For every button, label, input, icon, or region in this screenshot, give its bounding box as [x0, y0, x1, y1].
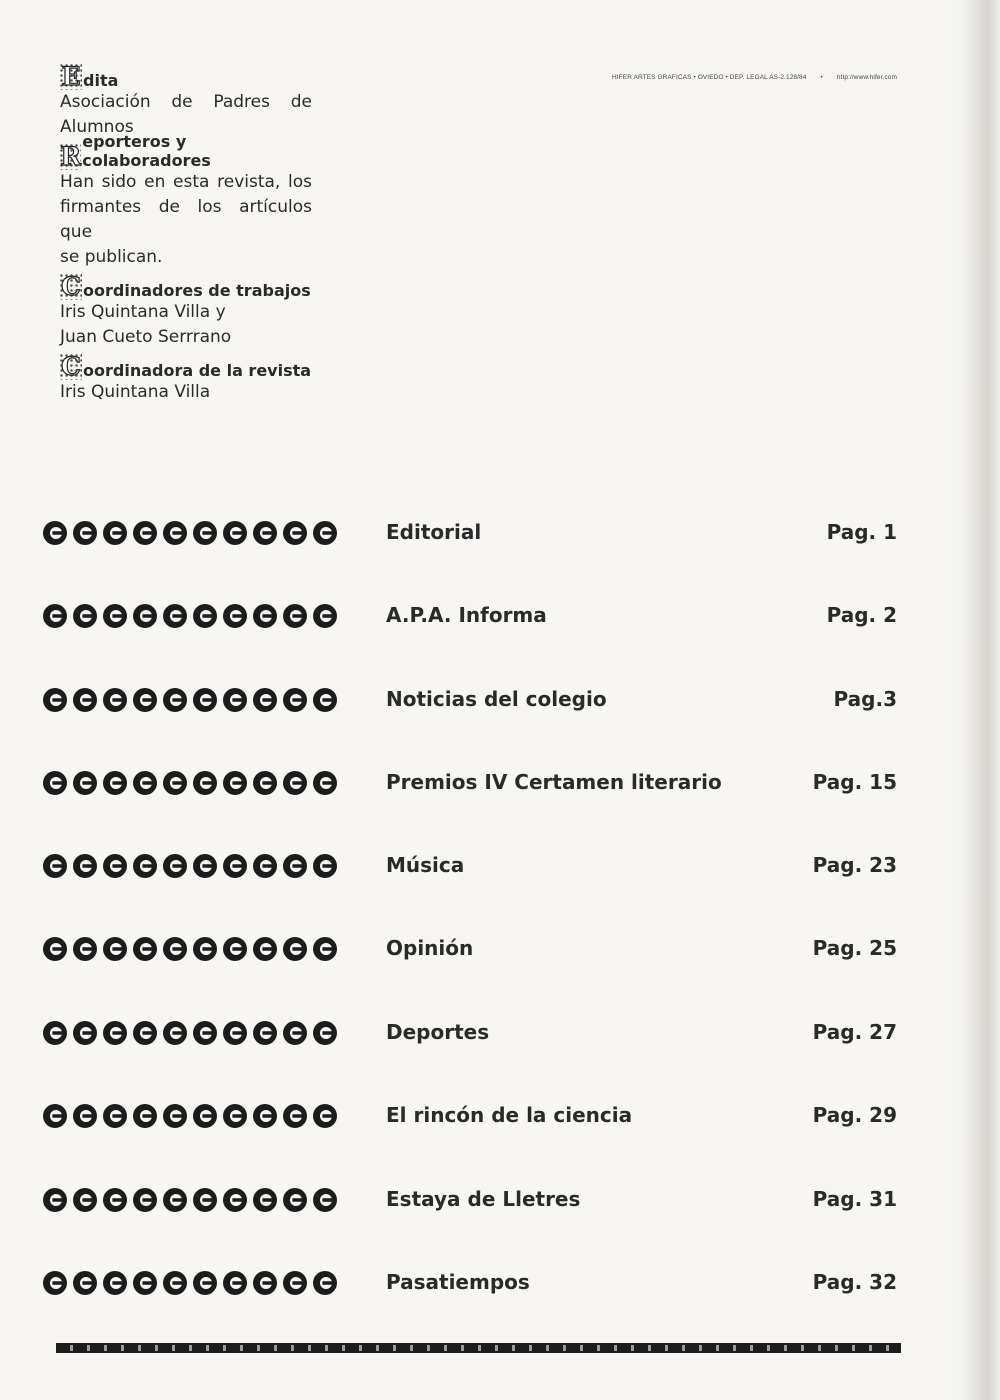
bullet-circle-icon: [73, 1271, 97, 1295]
bullet-row: [43, 688, 337, 712]
bullet-circle-icon: [193, 854, 217, 878]
bullet-circle-icon: [73, 521, 97, 545]
dropcap-c: C: [61, 272, 81, 301]
bullet-circle-icon: [163, 937, 187, 961]
bullet-circle-icon: [163, 771, 187, 795]
toc-title: Estaya de Lletres: [386, 1187, 581, 1211]
credit-heading-text: dita: [83, 71, 119, 90]
bullet-row: [43, 1021, 337, 1045]
credit-line: firmantes de los artículos que: [60, 197, 312, 242]
bullet-circle-icon: [283, 521, 307, 545]
bullet-circle-icon: [133, 1188, 157, 1212]
bullet-circle-icon: [133, 937, 157, 961]
bullet-circle-icon: [253, 1188, 277, 1212]
toc-row: [0, 849, 1000, 889]
bullet-circle-icon: [313, 1188, 337, 1212]
toc-page-number: Pag. 27: [812, 1020, 897, 1044]
credit-heading-text: oordinadores de trabajos: [83, 281, 311, 300]
printer-imprint-text: HIFER ARTES GRAFICAS • OVIEDO • DEP. LEGAL AS-2.128/84: [612, 74, 807, 81]
bullet-circle-icon: [103, 854, 127, 878]
credit-heading-text: eporteros y colaboradores: [82, 132, 211, 170]
credit-body-reporteros: [60, 170, 312, 270]
bullet-circle-icon: [313, 937, 337, 961]
toc-page-number: Pag. 1: [826, 520, 897, 544]
bullet-circle-icon: [313, 1021, 337, 1045]
credit-heading-edita: [60, 62, 312, 90]
bullet-circle-icon: [43, 521, 67, 545]
bullet-circle-icon: [223, 771, 247, 795]
bullet-circle-icon: [163, 1021, 187, 1045]
toc-title: A.P.A. Informa: [386, 603, 547, 627]
bullet-circle-icon: [163, 854, 187, 878]
bullet-circle-icon: [253, 604, 277, 628]
bullet-circle-icon: [73, 1104, 97, 1128]
credit-line: Han sido en esta revista, los: [60, 172, 312, 192]
credits-block: [60, 62, 312, 407]
bullet-circle-icon: [193, 1188, 217, 1212]
printer-url: http://www.hifer.com: [836, 74, 897, 81]
bullet-circle-icon: [163, 1104, 187, 1128]
bullet-circle-icon: [133, 604, 157, 628]
bullet-circle-icon: [103, 1104, 127, 1128]
bullet-circle-icon: [283, 937, 307, 961]
bullet-circle-icon: [313, 1271, 337, 1295]
toc-page-number: Pag. 31: [812, 1187, 897, 1211]
bullet-circle-icon: [43, 1104, 67, 1128]
bullet-circle-icon: [193, 1021, 217, 1045]
bullet-circle-icon: [223, 1271, 247, 1295]
bullet-circle-icon: [253, 771, 277, 795]
bullet-circle-icon: [73, 1021, 97, 1045]
bullet-circle-icon: [103, 937, 127, 961]
toc-row: [0, 1183, 1000, 1223]
bullet-circle-icon: [253, 1021, 277, 1045]
bullet-circle-icon: [223, 688, 247, 712]
bullet-circle-icon: [223, 1104, 247, 1128]
bullet-circle-icon: [103, 1021, 127, 1045]
bullet-circle-icon: [193, 1104, 217, 1128]
bullet-circle-icon: [43, 1021, 67, 1045]
bullet-circle-icon: [43, 937, 67, 961]
bullet-circle-icon: [193, 521, 217, 545]
bullet-circle-icon: [193, 1271, 217, 1295]
bullet-circle-icon: [133, 1104, 157, 1128]
credit-line: se publican.: [60, 247, 163, 267]
bullet-circle-icon: [73, 688, 97, 712]
credit-line: Iris Quintana Villa: [60, 382, 211, 402]
bullet-circle-icon: [73, 937, 97, 961]
bullet-circle-icon: [43, 854, 67, 878]
bullet-circle-icon: [43, 1271, 67, 1295]
bullet-row: [43, 1104, 337, 1128]
bullet-circle-icon: [283, 771, 307, 795]
bullet-circle-icon: [223, 521, 247, 545]
credit-line: Asociación de Padres de: [60, 92, 312, 112]
bullet-circle-icon: [163, 1188, 187, 1212]
toc-page-number: Pag. 25: [812, 936, 897, 960]
bullet-circle-icon: [103, 771, 127, 795]
credit-line: Iris Quintana Villa y: [60, 302, 226, 322]
bullet-circle-icon: [133, 771, 157, 795]
toc-title: Deportes: [386, 1020, 490, 1044]
credit-line: Juan Cueto Serrrano: [60, 327, 232, 347]
bullet-circle-icon: [73, 604, 97, 628]
toc-page-number: Pag. 15: [812, 770, 897, 794]
bullet-circle-icon: [283, 1188, 307, 1212]
bullet-circle-icon: [103, 521, 127, 545]
credit-body-coordinadora: [60, 380, 312, 405]
bullet-circle-icon: [253, 521, 277, 545]
bullet-circle-icon: [283, 1271, 307, 1295]
credit-heading-coordinadores: [60, 272, 312, 300]
toc-row: [0, 1266, 1000, 1306]
bullet-circle-icon: [223, 937, 247, 961]
toc-row: [0, 1099, 1000, 1139]
toc-row: [0, 1016, 1000, 1056]
toc-row: [0, 599, 1000, 639]
bullet-circle-icon: [133, 854, 157, 878]
credit-line: Alumnos: [60, 117, 134, 137]
toc-row: [0, 932, 1000, 972]
bullet-circle-icon: [43, 1188, 67, 1212]
bottom-decorative-rule: [56, 1343, 901, 1353]
toc-page-number: Pag.3: [833, 687, 897, 711]
bullet-circle-icon: [133, 1021, 157, 1045]
bullet-circle-icon: [283, 604, 307, 628]
printer-imprint: [612, 74, 897, 81]
toc-title: Premios IV Certamen literario: [386, 770, 722, 794]
toc-title: Opinión: [386, 936, 474, 960]
bullet-circle-icon: [313, 604, 337, 628]
bullet-circle-icon: [103, 604, 127, 628]
toc-row: [0, 516, 1000, 556]
bullet-circle-icon: [103, 688, 127, 712]
bullet-circle-icon: [103, 1188, 127, 1212]
bullet-circle-icon: [193, 771, 217, 795]
bullet-row: [43, 1188, 337, 1212]
bullet-circle-icon: [193, 688, 217, 712]
credit-heading-text: oordinadora de la revista: [83, 361, 312, 380]
bullet-row: [43, 1271, 337, 1295]
bullet-row: [43, 937, 337, 961]
bullet-circle-icon: [43, 604, 67, 628]
toc-title: Pasatiempos: [386, 1270, 530, 1294]
bullet-circle-icon: [43, 771, 67, 795]
credit-heading-coordinadora: [60, 352, 312, 380]
bullet-circle-icon: [133, 521, 157, 545]
toc-row: [0, 766, 1000, 806]
bullet-row: [43, 521, 337, 545]
bullet-circle-icon: [193, 604, 217, 628]
bullet-circle-icon: [193, 937, 217, 961]
toc-title: Editorial: [386, 520, 482, 544]
bullet-circle-icon: [223, 1188, 247, 1212]
bullet-row: [43, 854, 337, 878]
bullet-circle-icon: [73, 1188, 97, 1212]
bullet-circle-icon: [313, 1104, 337, 1128]
bullet-row: [43, 604, 337, 628]
toc-page-number: Pag. 2: [826, 603, 897, 627]
bullet-circle-icon: [43, 688, 67, 712]
bullet-circle-icon: [73, 854, 97, 878]
bullet-circle-icon: [313, 854, 337, 878]
dropcap-c: C: [61, 352, 81, 381]
bullet-circle-icon: [283, 688, 307, 712]
toc-title: Música: [386, 853, 465, 877]
dropcap-e: E: [61, 62, 81, 91]
bullet-circle-icon: [253, 937, 277, 961]
bullet-circle-icon: [313, 688, 337, 712]
bullet-circle-icon: [253, 1271, 277, 1295]
bullet-circle-icon: [223, 1021, 247, 1045]
bullet-circle-icon: [283, 1021, 307, 1045]
bullet-circle-icon: [223, 854, 247, 878]
toc-page-number: Pag. 29: [812, 1103, 897, 1127]
bullet-circle-icon: [283, 1104, 307, 1128]
bullet-row: [43, 771, 337, 795]
bullet-circle-icon: [223, 604, 247, 628]
toc-title: Noticias del colegio: [386, 687, 607, 711]
bullet-circle-icon: [133, 1271, 157, 1295]
bullet-circle-icon: [163, 1271, 187, 1295]
bullet-circle-icon: [133, 688, 157, 712]
bullet-circle-icon: [163, 604, 187, 628]
bullet-circle-icon: [253, 854, 277, 878]
bullet-circle-icon: [253, 688, 277, 712]
toc-row: [0, 683, 1000, 723]
bullet-circle-icon: [283, 854, 307, 878]
bullet-circle-icon: [163, 521, 187, 545]
credit-heading-reporteros: [60, 132, 312, 171]
bullet-circle-icon: [313, 521, 337, 545]
bullet-circle-icon: [313, 771, 337, 795]
bullet-circle-icon: [73, 771, 97, 795]
bullet-circle-icon: [163, 688, 187, 712]
dropcap-r: R: [60, 142, 81, 171]
bullet-circle-icon: [253, 1104, 277, 1128]
printer-separator: •: [820, 74, 823, 81]
bullet-circle-icon: [103, 1271, 127, 1295]
toc-page-number: Pag. 23: [812, 853, 897, 877]
credit-body-coordinadores: [60, 300, 312, 350]
toc-page-number: Pag. 32: [812, 1270, 897, 1294]
toc-title: El rincón de la ciencia: [386, 1103, 633, 1127]
